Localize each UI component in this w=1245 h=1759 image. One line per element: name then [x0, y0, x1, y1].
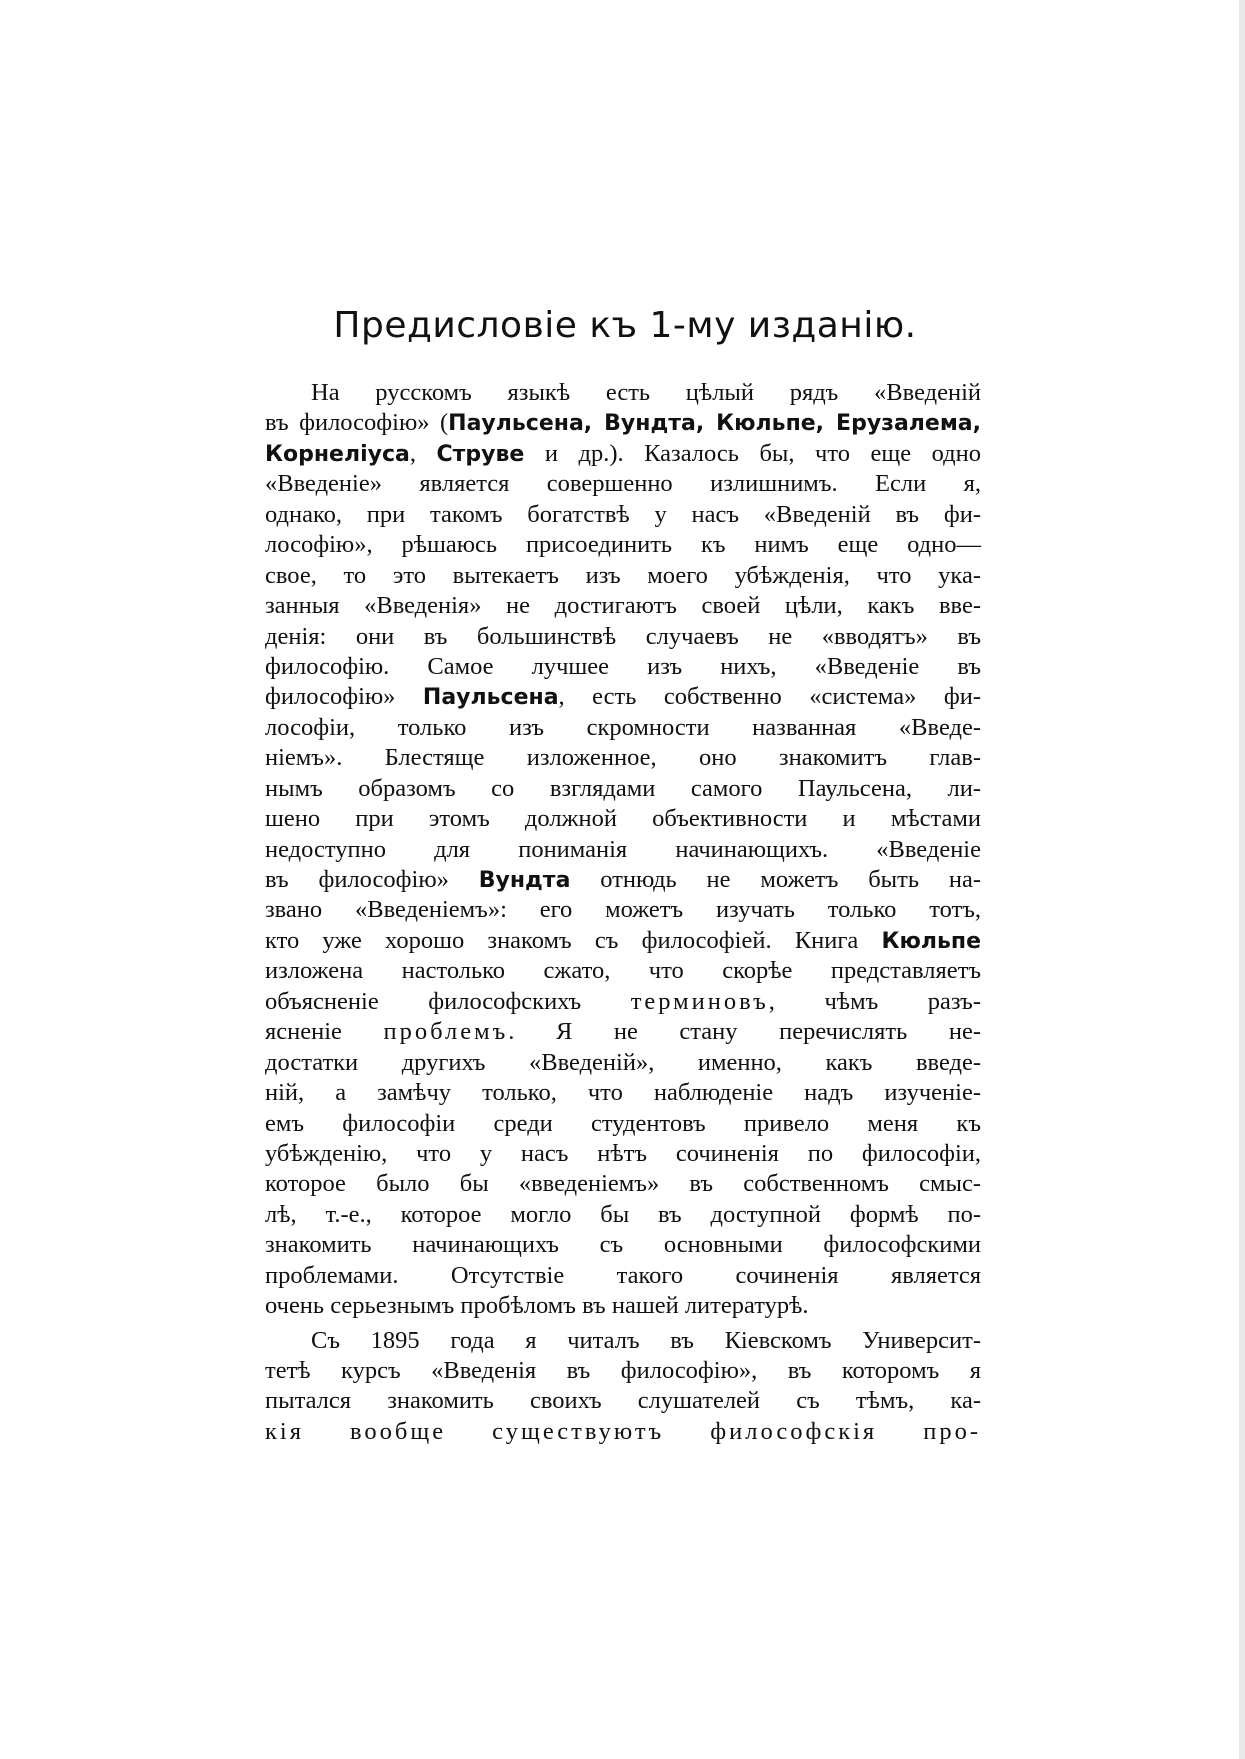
page-edge: [1239, 0, 1245, 1759]
text-run: занныя «Введенія» не достигаютъ своей цѣли, какъ вве-: [265, 592, 981, 620]
text-run: лософіи, только изъ скромности названная «Введе-: [265, 713, 981, 741]
text-run: пытался знакомить своихъ слушателей съ тѣмъ, ка-: [265, 1387, 981, 1415]
text-run: Съ 1895 года я читалъ въ Кіевскомъ Университ-: [311, 1326, 981, 1354]
text-line: [265, 652, 981, 682]
text-line: [265, 865, 981, 895]
text-run: проблемами. Отсутствіе такого сочиненія является: [265, 1261, 981, 1289]
text-line: [265, 530, 981, 560]
text-run: которое было бы «введеніемъ» въ собственномъ смыс-: [265, 1170, 981, 1198]
text-line: [265, 835, 981, 865]
text-run: нымъ образомъ со взглядами самого Паульсена, ли-: [265, 774, 981, 802]
text-line: [265, 1230, 981, 1260]
text-line: [265, 1326, 981, 1356]
text-line: [265, 561, 981, 591]
text-run: ясненіе: [265, 1018, 384, 1046]
bold-name: Кюльпе: [881, 928, 981, 954]
page-title: Предисловіе къ 1-му изданію.: [333, 305, 917, 346]
text-run: тетѣ курсъ «Введенія въ философію», въ которомъ я: [265, 1357, 981, 1384]
text-run: философію. Самое лучшее изъ нихъ, «Введеніе въ: [265, 652, 981, 680]
text-run: звано «Введеніемъ»: его можетъ изучать только тотъ,: [265, 896, 981, 924]
text-line: [265, 743, 981, 773]
bold-name: Вундта: [478, 868, 571, 893]
text-line: [265, 1169, 981, 1199]
text-run: кто уже хорошо знакомъ съ философіей. Книга: [265, 926, 882, 954]
text-line: [265, 1356, 981, 1386]
text-line: [265, 956, 981, 986]
text-run: однако, при такомъ богатствѣ у насъ «Введеній въ фи-: [265, 500, 981, 528]
text-line: [265, 1200, 981, 1230]
text-run: философію»: [265, 683, 423, 711]
text-line: [265, 408, 981, 438]
text-line: [265, 622, 981, 652]
text-line: [265, 1261, 981, 1291]
bold-name: Паульсена, Вундта, Кюльпе, Ерузалема,: [448, 411, 982, 437]
text-run: «Введеніе» является совершенно излишнимъ. Если я,: [265, 470, 981, 498]
text-line: [265, 1417, 981, 1447]
text-line: [265, 500, 981, 530]
text-line: [265, 1017, 981, 1047]
text-run: денія: они въ большинствѣ случаевъ не «вводятъ» въ: [265, 622, 981, 650]
spaced-text: проблемъ: [383, 1018, 509, 1046]
text-line: [265, 469, 981, 499]
text-line: [265, 987, 981, 1017]
text-run: ній, а замѣчу только, что наблюденіе надъ изученіе-: [265, 1079, 981, 1107]
text-run: изложена настолько сжато, что скорѣе представляетъ: [265, 957, 981, 985]
text-line: [265, 682, 981, 712]
text-line: [265, 591, 981, 621]
bold-name: Паульсена: [422, 685, 559, 711]
bold-name: Струве: [436, 441, 525, 467]
body-text: [265, 378, 981, 1447]
text-run: отнюдь не можетъ быть на-: [570, 866, 981, 893]
text-line: [265, 439, 981, 469]
text-line: [265, 1291, 981, 1321]
text-run: ніемъ». Блестяще изложенное, оно знакомитъ глав-: [265, 744, 981, 772]
spaced-text: кія вообще существуютъ философскія про-: [265, 1417, 981, 1445]
text-run: недоступно для пониманія начинающихъ. «Введеніе: [265, 835, 981, 863]
text-run: шено при этомъ должной объективности и мѣстами: [265, 805, 981, 833]
text-run: На русскомъ языкѣ есть цѣлый рядъ «Введеній: [311, 379, 981, 406]
text-line: [265, 1386, 981, 1416]
text-run: знакомить начинающихъ съ основными философскими: [265, 1231, 981, 1259]
text-run: ,: [409, 439, 437, 467]
text-run: емъ философіи среди студентовъ привело меня къ: [265, 1109, 981, 1137]
text-line: [265, 1139, 981, 1169]
text-run: объясненіе философскихъ: [265, 987, 631, 1015]
text-line: [265, 713, 981, 743]
text-run: и др.). Казалось бы, что еще одно: [524, 439, 982, 467]
spaced-text: терминовъ: [630, 987, 769, 1015]
text-line: [265, 1048, 981, 1078]
text-run: лософію», рѣшаюсь присоединить къ нимъ еще одно—: [265, 531, 981, 559]
text-run: , есть собственно «система» фи-: [558, 683, 981, 711]
text-run: , чѣмъ разъ-: [768, 987, 981, 1015]
text-line: [265, 1078, 981, 1108]
text-line: [265, 378, 981, 408]
text-line: [265, 804, 981, 834]
text-run: убѣжденію, что у насъ нѣтъ сочиненія по философіи,: [265, 1139, 981, 1167]
bold-name: Корнеліуса: [265, 441, 410, 467]
text-line: [265, 774, 981, 804]
text-run: . Я не стану перечислять не-: [508, 1018, 981, 1046]
text-line: [265, 895, 981, 925]
text-run: достатки другихъ «Введеній», именно, какъ введе-: [265, 1048, 981, 1076]
text-run: лѣ, т.-е., которое могло бы въ доступной формѣ по-: [265, 1200, 981, 1228]
text-run: въ философію»: [265, 866, 479, 893]
text-line: [265, 1109, 981, 1139]
text-run: свое, то это вытекаетъ изъ моего убѣжденія, что ука-: [265, 561, 981, 589]
text-run: очень серьезнымъ пробѣломъ въ нашей литературѣ.: [265, 1292, 809, 1320]
text-line: [265, 926, 981, 956]
text-run: въ философію» (: [265, 409, 449, 437]
